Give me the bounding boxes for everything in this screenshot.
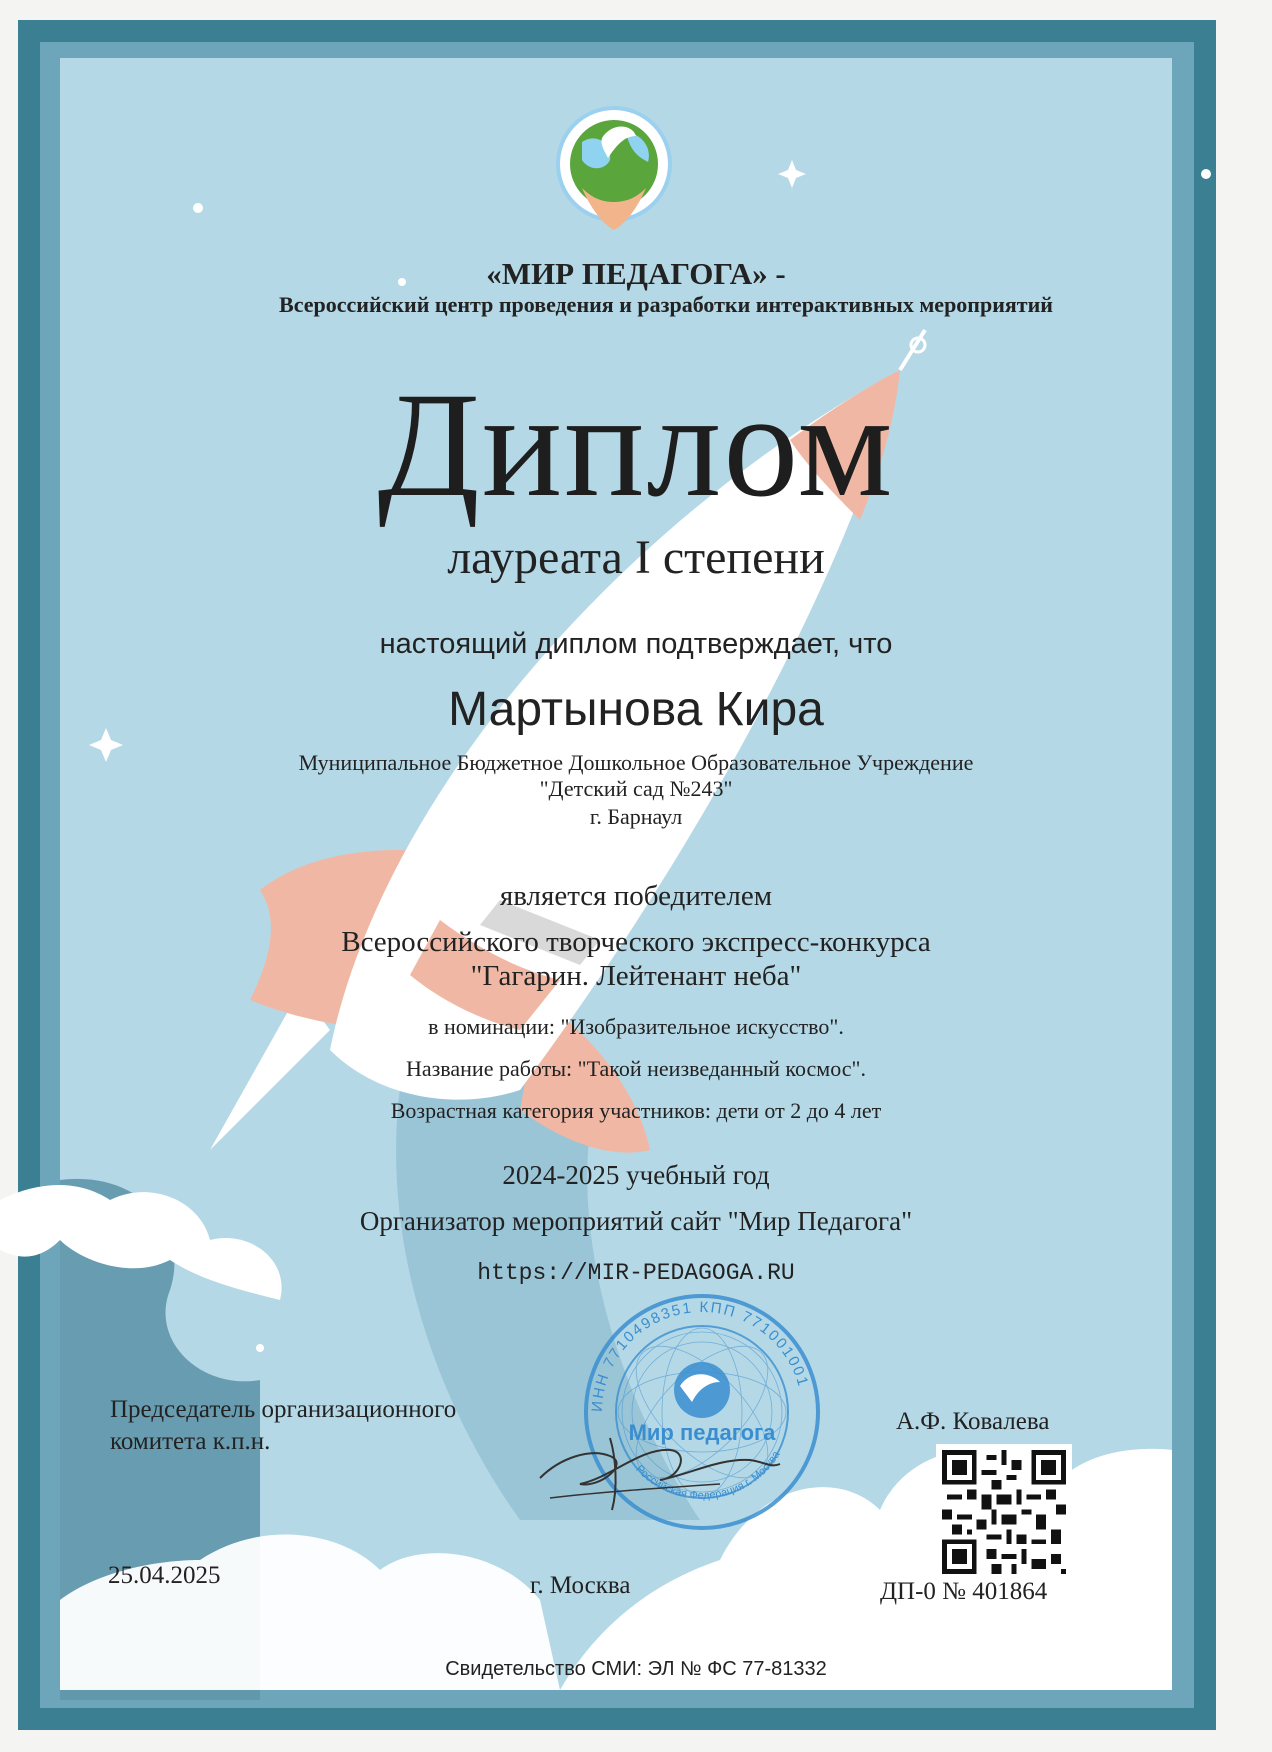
status-text: является победителем — [499, 880, 773, 912]
media-certificate: Свидетельство СМИ: ЭЛ № ФС 77-81332 — [445, 1658, 827, 1680]
organization-description: Всероссийский центр проведения и разработки интерактивных мероприятий — [279, 292, 1053, 317]
diploma-number: ДП-0 № 401864 — [880, 1578, 1048, 1605]
issue-city: г. Москва — [530, 1572, 631, 1599]
school-year: 2024-2025 учебный год — [502, 1160, 770, 1190]
issue-date: 25.04.2025 — [108, 1562, 221, 1589]
institution-name: Муниципальное Бюджетное Дошкольное Образовательное Учреждение — [298, 750, 974, 775]
seal-bottom-text: Российская Федерация г. Москва — [633, 1449, 783, 1502]
nomination: в номинации: "Изобразительное искусство". — [428, 1014, 844, 1039]
seal-ring-text: ИНН 7710498351 КПП 771001001 — [588, 1298, 812, 1413]
diploma-degree: лауреата I степени — [447, 531, 825, 584]
age-category: Возрастная категория участников: дети от 2 до 4 лет — [390, 1098, 882, 1123]
recipient-name: Мартынова Кира — [448, 683, 824, 736]
signer-name: А.Ф. Ковалева — [896, 1408, 1050, 1435]
globe-hands-logo — [552, 102, 676, 244]
diploma-title: Диплом — [377, 362, 895, 528]
organizer: Организатор мероприятий сайт "Мир Педагога" — [359, 1206, 913, 1236]
contest-name: Всероссийского творческого экспресс-конкурса — [341, 926, 931, 958]
signature — [520, 1418, 790, 1518]
website-url: https://MIR-PEDAGOGA.RU — [477, 1260, 795, 1286]
contest-title: "Гагарин. Лейтенант неба" — [470, 960, 802, 992]
work-title: Название работы: "Такой неизведанный космос". — [405, 1056, 867, 1081]
seal-center-text: Мир педагога — [628, 1420, 776, 1445]
organization-name: «МИР ПЕДАГОГА» - — [486, 256, 786, 291]
institution-city: г. Барнаул — [589, 804, 683, 829]
institution-title: "Детский сад №243" — [539, 776, 733, 801]
chair-title-line1: Председатель организационного — [110, 1396, 457, 1423]
confirms-text: настоящий диплом подтверждает, что — [379, 628, 893, 660]
qr-code — [936, 1444, 1072, 1580]
chair-title-line2: комитета к.п.н. — [110, 1428, 271, 1455]
